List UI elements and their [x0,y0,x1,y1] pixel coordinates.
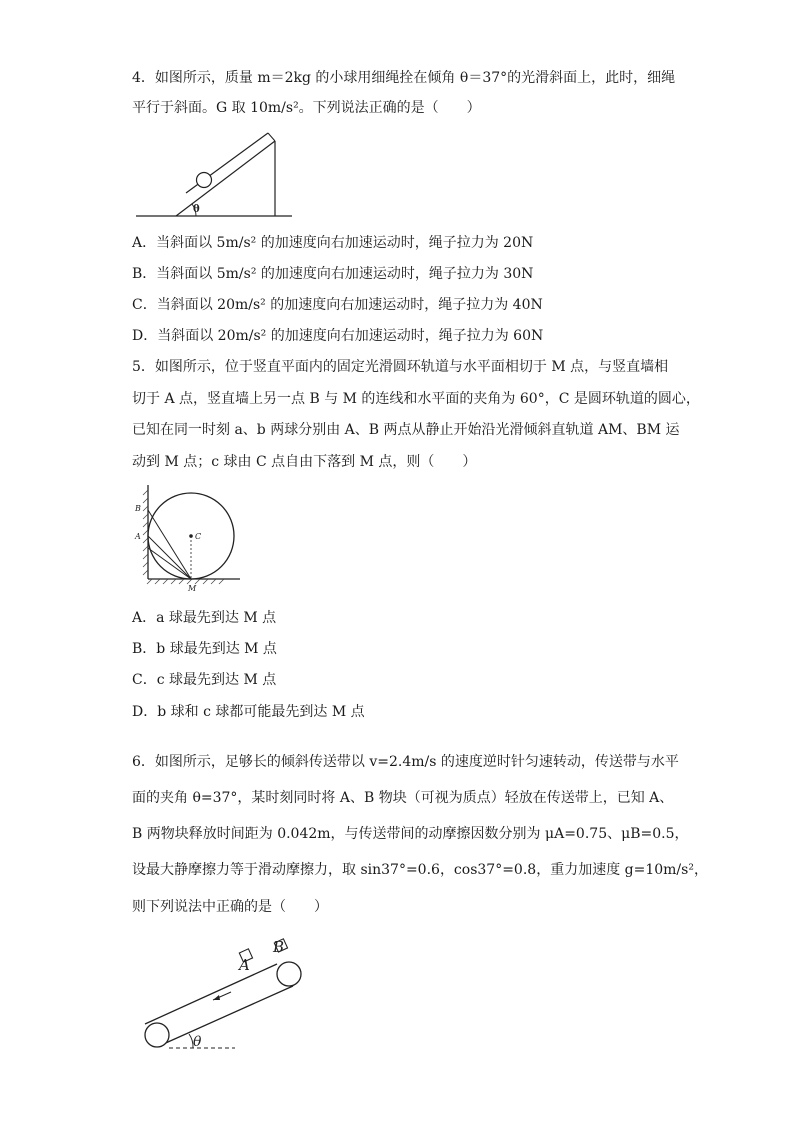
q6-stem-line-2: 面的夹角 θ=37°，某时刻同时将 A、B 物块（可视为质点）轻放在传送带上，已知 A、 [132,790,674,806]
q4-stem-line-2: 平行于斜面。G 取 10m/s²。下列说法正确的是（ ） [132,100,481,116]
q6-label-a: A [239,956,250,974]
q5-label-m: M [188,584,197,593]
q4-incline-figure [130,125,300,225]
q6-stem-line-5: 则下列说法中正确的是（ ） [132,899,328,915]
q4-option-d: D．当斜面以 20m/s² 的加速度向右加速运动时，绳子拉力为 60N [132,328,544,344]
q5-stem-line-3: 已知在同一时刻 a、b 两球分别由 A、B 两点从静止开始沿光滑倾斜直轨道 AM、BM 运 [132,422,680,438]
q6-stem-line-3: B 两物块释放时间距为 0.042m，与传送带间的动摩擦因数分别为 μA=0.75、μB=0.5， [132,826,689,842]
q5-label-b: B [135,504,141,513]
q6-stem-line-1: 6．如图所示，足够长的倾斜传送带以 v=2.4m/s 的速度逆时针匀速转动，传送带与水平 [132,754,679,770]
q4-option-a: A．当斜面以 5m/s² 的加速度向右加速运动时，绳子拉力为 20N [132,235,534,251]
q5-option-a: A．a 球最先到达 M 点 [132,610,277,626]
q4-stem-line-1: 4．如图所示，质量 m＝2kg 的小球用细绳拴在倾角 θ＝37°的光滑斜面上，此时，细绳 [132,70,676,86]
q6-conveyor-figure [135,930,315,1060]
q6-label-b: B [273,938,285,956]
q5-stem-line-2: 切于 A 点，竖直墙上另一点 B 与 M 的连线和水平面的夹角为 60°，C 是圆环轨道的圆心， [132,391,700,407]
q5-label-c: C [195,532,202,541]
q5-option-b: B．b 球最先到达 M 点 [132,641,277,657]
q5-option-d: D．b 球和 c 球都可能最先到达 M 点 [132,704,365,720]
q4-option-b: B．当斜面以 5m/s² 的加速度向右加速运动时，绳子拉力为 30N [132,266,534,282]
q5-stem-line-4: 动到 M 点；c 球由 C 点自由下落到 M 点，则（ ） [132,454,477,470]
q5-circle-track-figure [130,480,245,595]
q5-stem-line-1: 5．如图所示，位于竖直平面内的固定光滑圆环轨道与水平面相切于 M 点，与竖直墙相 [132,359,669,375]
q4-option-c: C．当斜面以 20m/s² 的加速度向右加速运动时，绳子拉力为 40N [132,297,543,313]
q4-theta-label: θ [193,204,200,215]
q6-theta-label: θ [193,1034,202,1050]
q6-stem-line-4: 设最大静摩擦力等于滑动摩擦力，取 sin37°=0.6，cos37°=0.8，重力加速度 g=10m/s²， [132,862,708,878]
q5-option-c: C．c 球最先到达 M 点 [132,672,277,688]
q5-label-a: A [135,532,141,541]
